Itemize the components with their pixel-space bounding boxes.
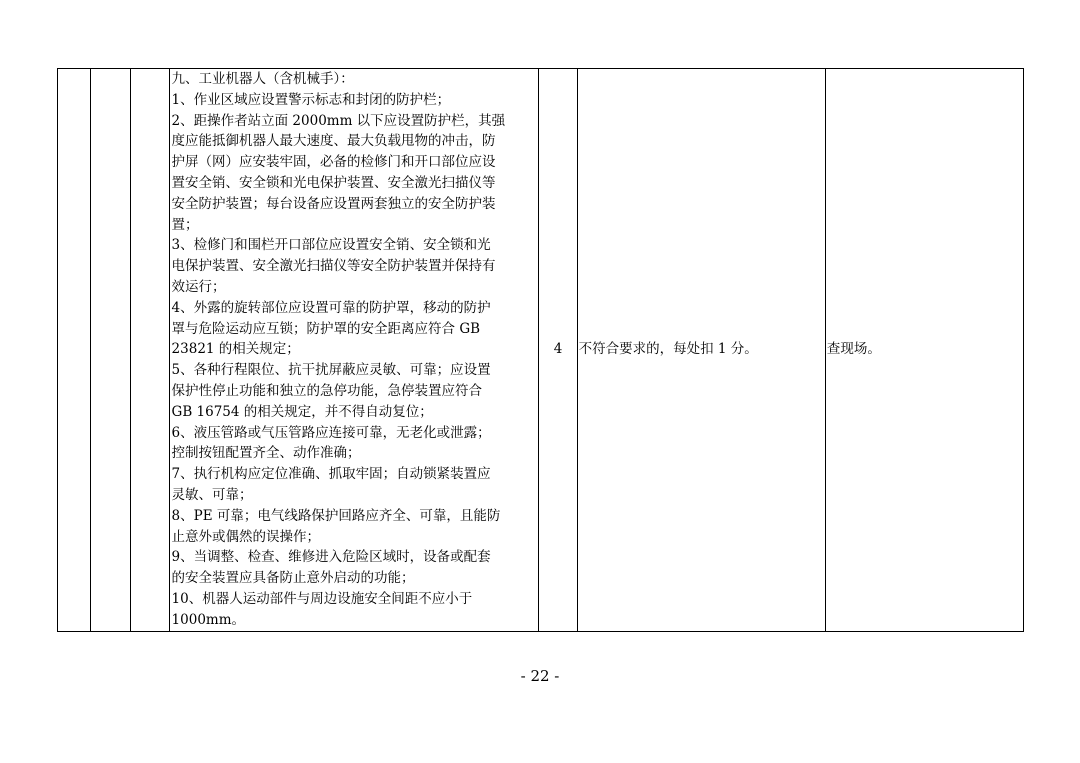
requirement-line: 电保护装置、安全激光扫描仪等安全防护装置并保持有: [171, 258, 496, 275]
requirement-line: 置；: [171, 216, 199, 233]
item-cell: [131, 69, 169, 632]
requirement-line: 的安全装置应具备防止意外启动的功能；: [171, 570, 415, 587]
requirement-line: 效运行；: [171, 278, 226, 295]
requirement-line: GB 16754 的相关规定，并不得自动复位；: [171, 403, 433, 420]
requirement-line: 5、各种行程限位、抗干扰屏蔽应灵敏、可靠；应设置: [171, 362, 491, 379]
score-cell: 4: [539, 69, 577, 632]
requirement-line: 灵敏、可靠；: [171, 486, 253, 503]
requirement-line: 9、当调整、检查、维修进入危险区域时，设备或配套: [171, 549, 491, 566]
requirement-line: 3、检修门和围栏开口部位应设置安全销、安全锁和光: [171, 237, 491, 254]
requirement-line: 保护性停止功能和独立的急停功能，急停装置应符合: [171, 382, 483, 399]
category-cell: [91, 69, 131, 632]
requirement-line: 8、PE 可靠；电气线路保护回路应齐全、可靠，且能防: [171, 507, 501, 524]
deduction-rule-cell: 不符合要求的，每处扣 1 分。: [577, 69, 825, 632]
requirement-line: 度应能抵御机器人最大速度、最大负载甩物的冲击，防: [171, 133, 496, 150]
requirement-line: 止意外或偶然的误操作；: [171, 528, 321, 545]
page-number: - 22 -: [520, 667, 560, 685]
requirement-line: 6、液压管路或气压管路应连接可靠，无老化或泄露；: [171, 424, 491, 441]
requirement-line: 九、工业机器人（含机械手）：: [171, 71, 354, 87]
requirement-line: 护屏（网）应安装牢固，必备的检修门和开口部位应设: [171, 154, 496, 171]
requirements-cell: [169, 69, 539, 632]
index-cell: [58, 69, 91, 632]
requirement-line: 置安全销、安全锁和光电保护装置、安全激光扫描仪等: [171, 174, 496, 191]
requirement-line: 2、距操作者站立面 2000mm 以下应设置防护栏，其强: [171, 112, 506, 129]
requirement-line: 安全防护装置；每台设备应设置两套独立的安全防护装: [171, 195, 496, 212]
requirement-line: 罩与危险运动应互锁；防护罩的安全距离应符合 GB: [171, 320, 481, 337]
check-method-cell: 查现场。: [825, 69, 1023, 632]
requirement-line: 10、机器人运动部件与周边设施安全间距不应小于: [171, 590, 473, 607]
requirement-line: 1、作业区域应设置警示标志和封闭的防护栏；: [171, 91, 451, 108]
requirement-line: 23821 的相关规定；: [171, 341, 300, 358]
requirement-line: 7、执行机构应定位准确、抓取牢固；自动锁紧装置应: [171, 466, 491, 483]
requirement-line: 控制按钮配置齐全、动作准确；: [171, 445, 361, 462]
table-row: [58, 69, 1024, 632]
inspection-table: [57, 68, 1024, 632]
requirement-line: 1000mm。: [171, 611, 246, 628]
requirement-line: 4、外露的旋转部位应设置可靠的防护罩，移动的防护: [171, 299, 491, 316]
